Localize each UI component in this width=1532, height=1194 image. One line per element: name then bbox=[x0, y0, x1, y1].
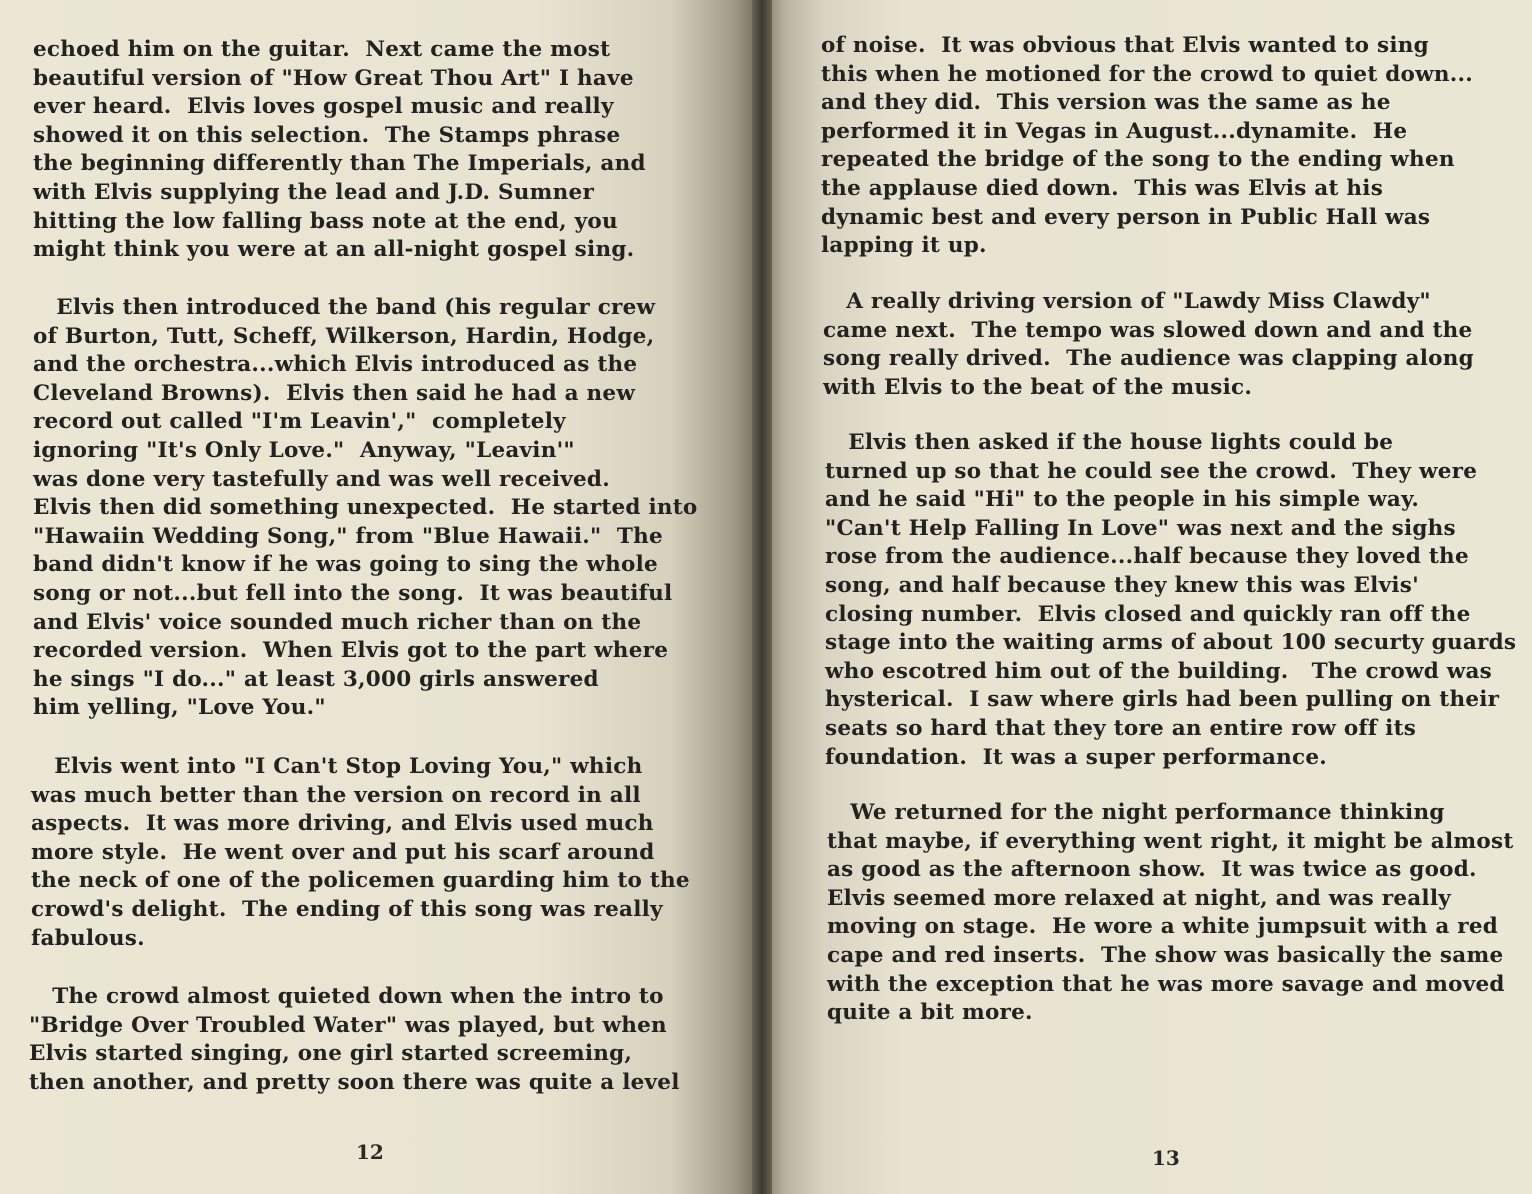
right-paragraph-3: Elvis then asked if the house lights could be turned up so that he could see the crowd. They were and he said "Hi" to the people in his simple way. "Can't Help Falling In Love" was next and the sighs rose from the audience...half because they loved the song, and half because they knew this was Elvis' closing number. Elvis closed and quickly ran off the stage into the waiting arms of about 100 securty guards who escotred him out of the building. The crowd was hysterical. I saw where girls had been pulling on their seats so hard that they tore an entire row off its foundation. It was a super performance. bbox=[825, 430, 1517, 770]
book-gutter bbox=[752, 0, 772, 1194]
right-page-number: 13 bbox=[1152, 1146, 1180, 1170]
left-paragraph-2: Elvis then introduced the band (his regular crew of Burton, Tutt, Scheff, Wilkerson, Hardin, Hodge, and the orchestra...which Elvis introduced as the Cleveland Browns). Elvis then said he had a new record out called "I'm Leavin'," completely ignoring "It's Only Love." Anyway, "Leavin'" was done very tastefully and was well received. Elvis then did something unexpected. He started into "Hawaiin Wedding Song," from "Blue Hawaii." The band didn't know if he was going to sing the whole song or not...but fell into the song. It was beautiful and Elvis' voice sounded much richer than on the recorded version. When Elvis got to the part where he sings "I do..." at least 3,000 girls answered him yelling, "Love You." bbox=[33, 295, 698, 721]
right-paragraph-4: We returned for the night performance thinking that maybe, if everything went right, it might be almost as good as the afternoon show. It was twice as good. Elvis seemed more relaxed at night, and was really moving on stage. He wore a white jumpsuit with a red cape and red inserts. The show was basically the same with the exception that he was more savage and moved quite a bit more. bbox=[827, 800, 1514, 1026]
right-paragraph-1: of noise. It was obvious that Elvis wanted to sing this when he motioned for the crowd to quiet down... and they did. This version was the same as he performed it in Vegas in August...dynamite. He repeated the bridge of the song to the ending when the applause died down. This was Elvis at his dynamic best and every person in Public Hall was lapping it up. bbox=[821, 33, 1473, 259]
left-paragraph-3: Elvis went into "I Can't Stop Loving You," which was much better than the version on record in all aspects. It was more driving, and Elvis used much more style. He went over and put his scarf around the neck of one of the policemen guarding him to the crowd's delight. The ending of this song was really fabulous. bbox=[31, 754, 690, 951]
left-page-number: 12 bbox=[356, 1140, 384, 1164]
left-paragraph-1: echoed him on the guitar. Next came the most beautiful version of "How Great Thou Art" I have ever heard. Elvis loves gospel music and really showed it on this selection. The Stamps phrase the beginning differently than The Imperials, and with Elvis supplying the lead and J.D. Sumner hitting the low falling bass note at the end, you might think you were at an all-night gospel sing. bbox=[33, 37, 646, 263]
left-page bbox=[0, 0, 762, 1194]
right-page bbox=[762, 0, 1532, 1194]
right-paragraph-2: A really driving version of "Lawdy Miss Clawdy" came next. The tempo was slowed down and and the song really drived. The audience was clapping along with Elvis to the beat of the music. bbox=[823, 289, 1474, 400]
left-paragraph-4: The crowd almost quieted down when the intro to "Bridge Over Troubled Water" was played, but when Elvis started singing, one girl started screeming, then another, and pretty soon there was quite a level bbox=[29, 984, 680, 1095]
